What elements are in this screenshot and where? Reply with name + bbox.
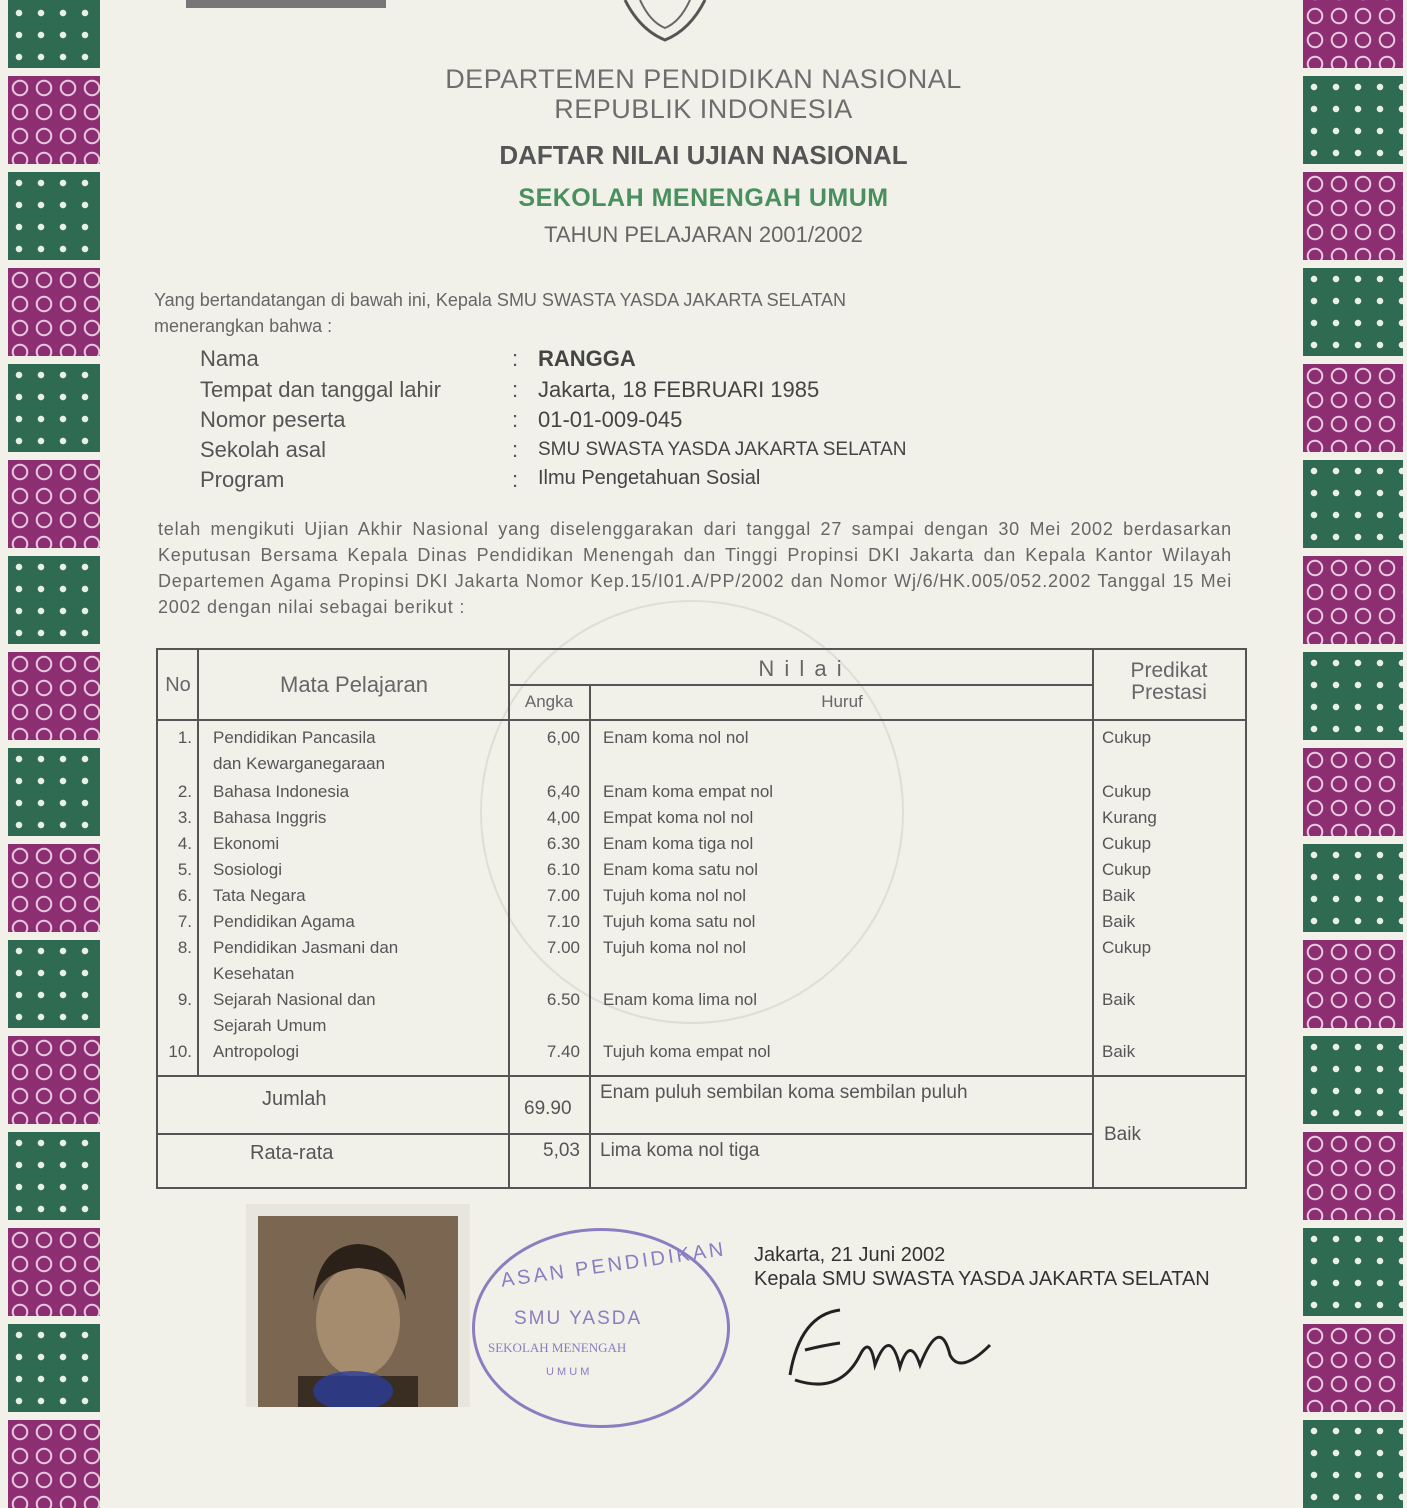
row-score-number: 7.00 — [546, 886, 580, 905]
program-value: Ilmu Pengetahuan Sosial — [538, 467, 761, 489]
program-label: Program — [200, 467, 285, 492]
colon: : — [512, 407, 519, 432]
header-predicate-line2: Prestasi — [1131, 681, 1207, 704]
ministry-line-2: REPUBLIK INDONESIA — [554, 94, 853, 124]
row-subject: Tata Negara — [213, 886, 306, 905]
row-predicate: Cukup — [1102, 834, 1152, 853]
border-tile — [8, 1420, 100, 1508]
row-score-number: 7.00 — [546, 938, 580, 957]
row-number: 7. — [177, 912, 192, 931]
border-tile — [1303, 460, 1403, 548]
table-divider — [158, 719, 1245, 721]
row-subject: Sosiologi — [213, 860, 282, 879]
border-tile — [1303, 1036, 1403, 1124]
logo-fragment — [186, 0, 386, 8]
row-number: 3. — [177, 808, 192, 827]
table-divider — [197, 650, 199, 1077]
row-number: 9. — [177, 990, 192, 1009]
border-tile — [8, 1036, 100, 1124]
header-words: Huruf — [821, 692, 863, 711]
row-number: 1. — [177, 728, 192, 747]
row-score-number: 6.50 — [546, 990, 580, 1009]
place-date: Jakarta, 21 Juni 2002 — [754, 1244, 946, 1266]
row-score-words: Enam koma satu nol — [603, 860, 758, 879]
row-predicate: Kurang — [1102, 808, 1157, 827]
row-subject: Pendidikan Jasmani dan — [213, 938, 399, 957]
name-value: RANGGA — [538, 346, 636, 371]
border-tile — [8, 268, 100, 356]
document-title: DAFTAR NILAI UJIAN NASIONAL — [499, 140, 908, 170]
border-tile — [8, 0, 100, 68]
border-tile — [1303, 0, 1403, 68]
academic-year: TAHUN PELAJARAN 2001/2002 — [544, 222, 863, 247]
row-score-words: Empat koma nol nol — [603, 808, 754, 827]
row-predicate: Baik — [1102, 990, 1136, 1009]
border-tile — [1303, 1420, 1403, 1508]
row-subject: Pendidikan Agama — [213, 912, 355, 931]
row-score-words: Enam koma nol nol — [603, 728, 749, 747]
total-number: 69.90 — [524, 1098, 572, 1119]
header-score: N i l a i — [758, 656, 844, 681]
border-tile — [1303, 268, 1403, 356]
row-score-number: 6.10 — [546, 860, 580, 879]
border-tile — [1303, 844, 1403, 932]
row-number: 8. — [177, 938, 192, 957]
row-predicate: Cukup — [1102, 938, 1152, 957]
table-divider — [510, 684, 1092, 686]
row-score-number: 6.30 — [546, 834, 580, 853]
row-subject: Bahasa Inggris — [213, 808, 327, 827]
row-subject-continued: Kesehatan — [213, 964, 295, 983]
average-words: Lima koma nol tiga — [600, 1140, 760, 1161]
header-subject: Mata Pelajaran — [280, 672, 428, 697]
intro-line-2: menerangkan bahwa : — [154, 316, 333, 336]
summary-predicate: Baik — [1104, 1124, 1141, 1145]
participant-number-label: Nomor peserta — [200, 407, 346, 432]
birth-label: Tempat dan tanggal lahir — [200, 377, 441, 402]
border-tile — [1303, 748, 1403, 836]
border-tile — [8, 844, 100, 932]
seal-level: SEKOLAH MENENGAH — [488, 1340, 627, 1355]
row-predicate: Baik — [1102, 912, 1136, 931]
border-tile — [8, 652, 100, 740]
colon: : — [512, 437, 519, 462]
row-score-number: 7.40 — [546, 1042, 580, 1061]
border-tile — [8, 1132, 100, 1220]
row-score-number: 4,00 — [546, 808, 580, 827]
row-score-words: Tujuh koma nol nol — [603, 886, 747, 905]
seal-type: U M U M — [546, 1366, 590, 1378]
row-subject: Sejarah Nasional dan — [213, 990, 376, 1009]
total-words: Enam puluh sembilan koma sembilan puluh — [600, 1082, 968, 1103]
border-tile — [1303, 1324, 1403, 1412]
birth-value: Jakarta, 18 FEBRUARI 1985 — [538, 377, 820, 402]
table-divider — [508, 650, 510, 1187]
colon: : — [512, 377, 519, 402]
table-divider — [1092, 650, 1094, 1187]
name-label: Nama — [200, 346, 259, 371]
row-predicate: Baik — [1102, 886, 1136, 905]
participant-number-value: 01-01-009-045 — [538, 407, 683, 432]
row-predicate: Cukup — [1102, 728, 1152, 747]
average-number: 5,03 — [543, 1140, 580, 1161]
row-score-words: Enam koma lima nol — [603, 990, 758, 1009]
border-tile — [8, 748, 100, 836]
colon: : — [512, 467, 519, 492]
seal-school: SMU YASDA — [514, 1308, 643, 1329]
row-score-number: 7.10 — [546, 912, 580, 931]
row-subject: Antropologi — [213, 1042, 300, 1061]
row-number: 2. — [177, 782, 192, 801]
row-score-words: Enam koma empat nol — [603, 782, 774, 801]
row-number: 4. — [177, 834, 192, 853]
colon: : — [512, 346, 519, 371]
row-number: 10. — [168, 1042, 192, 1061]
handwritten-signature — [780, 1295, 1020, 1405]
row-subject: Pendidikan Pancasila — [213, 728, 376, 747]
school-label: Sekolah asal — [200, 437, 326, 462]
signatory-title: Kepala SMU SWASTA YASDA JAKARTA SELATAN — [754, 1268, 1210, 1290]
header-number: Angka — [524, 692, 574, 711]
row-score-number: 6,00 — [546, 728, 580, 747]
border-tile — [1303, 1228, 1403, 1316]
ministry-line-1: DEPARTEMEN PENDIDIKAN NASIONAL — [445, 64, 962, 94]
border-tile — [8, 1228, 100, 1316]
border-tile — [8, 460, 100, 548]
total-label: Jumlah — [262, 1088, 327, 1110]
table-divider — [589, 684, 591, 1187]
table-divider — [158, 1133, 1092, 1135]
header-no: No — [165, 674, 191, 696]
average-label: Rata-rata — [250, 1142, 334, 1164]
garuda-emblem-icon — [620, 0, 710, 45]
border-tile — [1303, 556, 1403, 644]
header-predicate-line1: Predikat — [1130, 659, 1208, 682]
row-predicate: Baik — [1102, 1042, 1136, 1061]
row-predicate: Cukup — [1102, 782, 1152, 801]
student-photo — [258, 1216, 458, 1407]
border-tile — [1303, 364, 1403, 452]
row-number: 5. — [177, 860, 192, 879]
seal-ring-text: ASAN PENDIDIKAN — [499, 1238, 728, 1292]
school-value: SMU SWASTA YASDA JAKARTA SELATAN — [538, 439, 907, 460]
intro-text — [154, 287, 1154, 339]
border-tile — [1303, 1132, 1403, 1220]
row-subject-continued: dan Kewarganegaraan — [213, 754, 386, 773]
row-subject: Bahasa Indonesia — [213, 782, 350, 801]
header-predicate — [1094, 660, 1244, 704]
intro-line-1: Yang bertandatangan di bawah ini, Kepala SMU SWASTA YASDA JAKARTA SELATAN — [154, 290, 847, 310]
row-score-words: Tujuh koma nol nol — [603, 938, 747, 957]
row-subject-continued: Sejarah Umum — [213, 1016, 327, 1035]
statement-paragraph: telah mengikuti Ujian Akhir Nasional yang diselenggarakan dari tanggal 27 sampai dengan 30 Mei 2002 berdasarkan Keputusan Bersama Kepala Dinas Pendidikan Menengah dan Tinggi Propinsi DKI Jakarta dan Kepala Kantor Wilayah Departemen Agama Propinsi DKI Jakarta Nomor Kep.15/I01.A/PP/2002 dan Nomor Wj/6/HK.005/052.2002 Tanggal 15 Mei 2002 dengan nilai sebagai berikut : — [158, 519, 1232, 617]
border-tile — [8, 364, 100, 452]
border-tile — [8, 1324, 100, 1412]
table-divider — [158, 1075, 1245, 1077]
row-score-number: 6,40 — [546, 782, 580, 801]
border-tile — [8, 940, 100, 1028]
row-subject: Ekonomi — [213, 834, 280, 853]
row-predicate: Cukup — [1102, 860, 1152, 879]
row-score-words: Tujuh koma satu nol — [603, 912, 756, 931]
row-score-words: Enam koma tiga nol — [603, 834, 754, 853]
border-tile — [8, 556, 100, 644]
row-score-words: Tujuh koma empat nol — [603, 1042, 771, 1061]
row-number: 6. — [177, 886, 192, 905]
border-tile — [1303, 652, 1403, 740]
border-tile — [1303, 940, 1403, 1028]
school-type-title: SEKOLAH MENENGAH UMUM — [518, 184, 889, 212]
